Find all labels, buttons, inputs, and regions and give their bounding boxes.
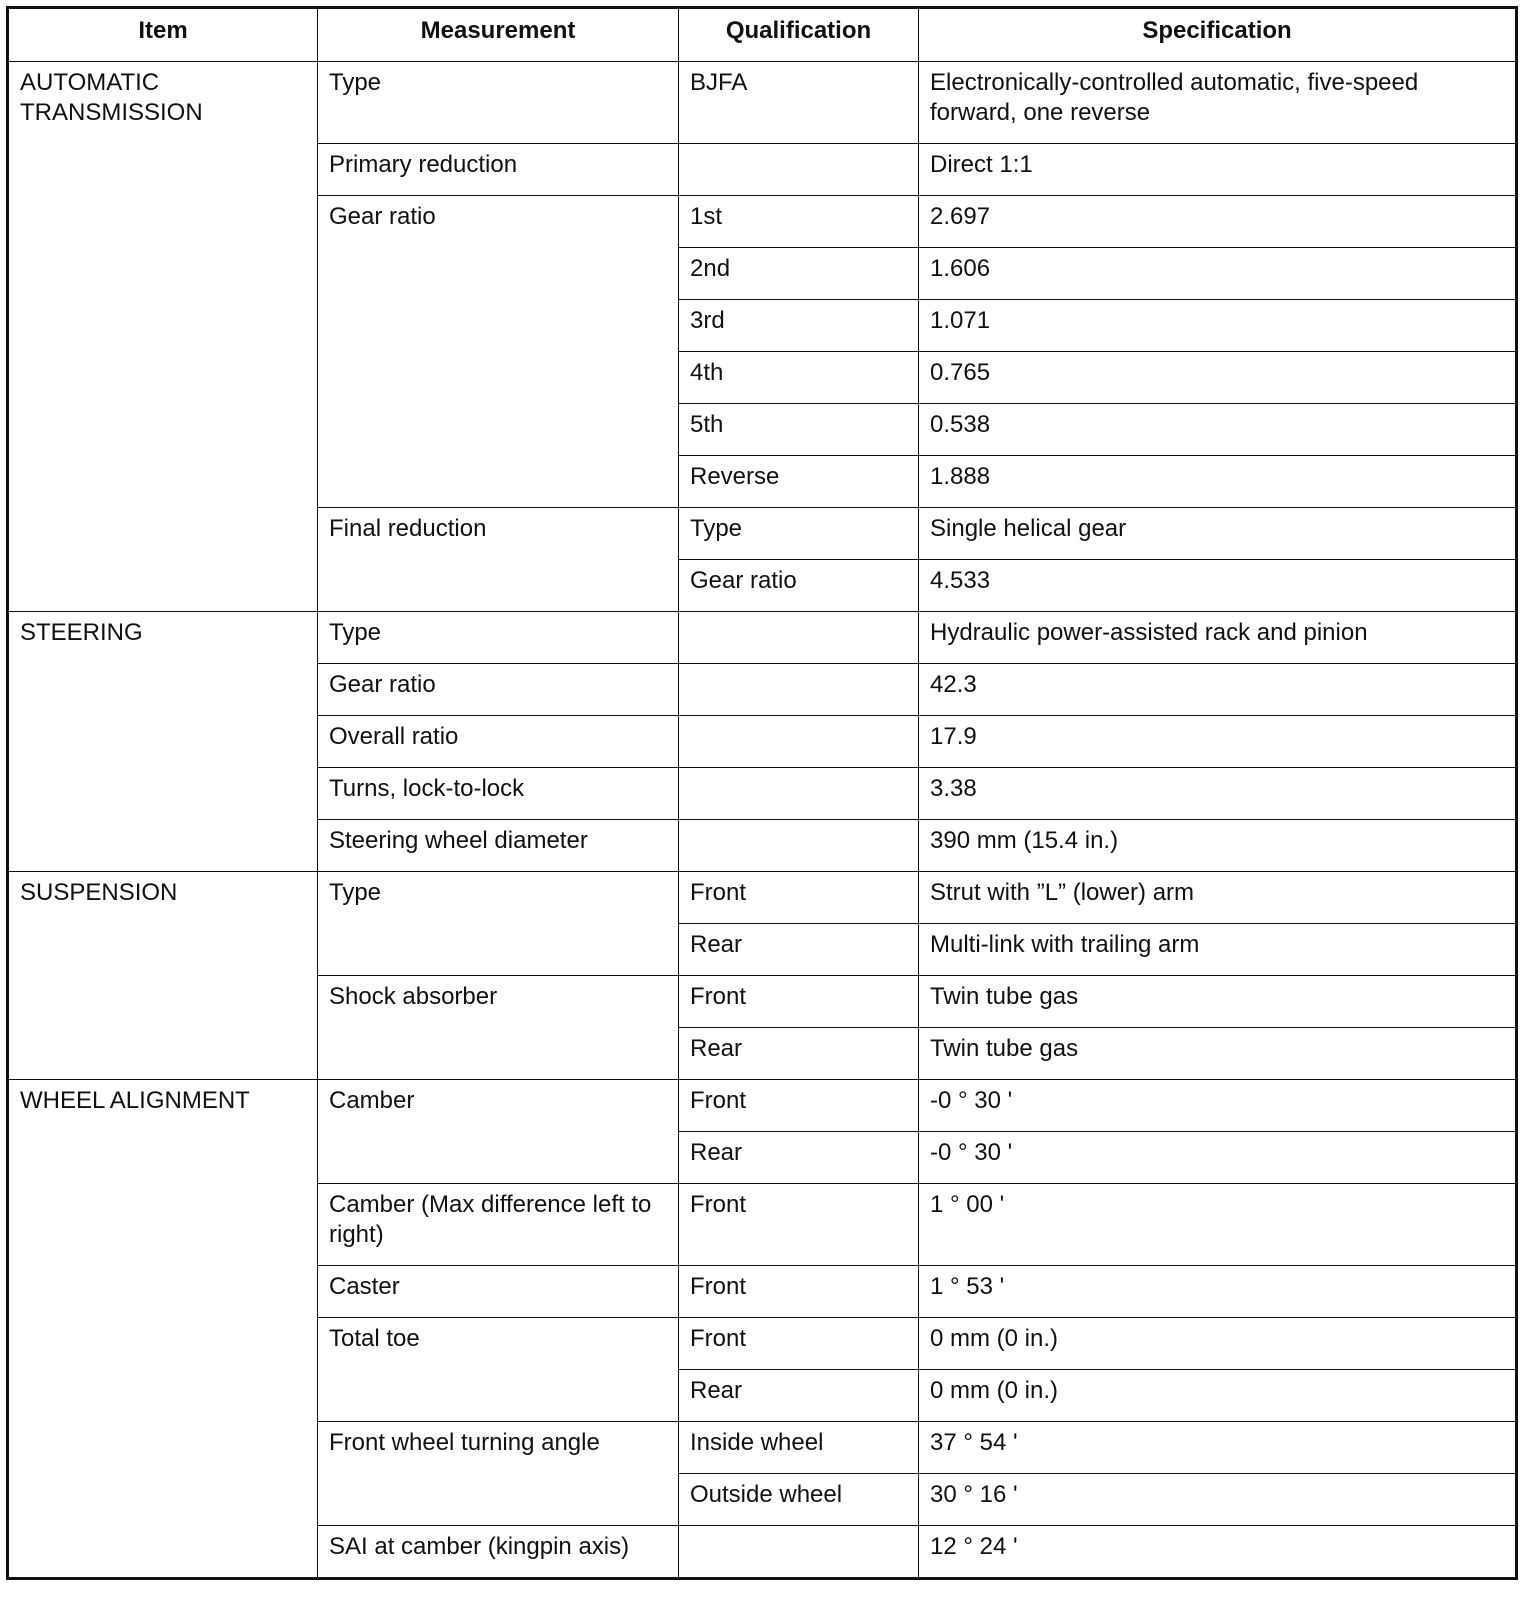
measurement-cell: Front wheel turning angle — [318, 1422, 679, 1526]
qualification-cell — [679, 612, 919, 664]
measurement-cell: Camber — [318, 1080, 679, 1184]
header-qualification: Qualification — [679, 8, 919, 62]
specification-cell: 12 ° 24 ' — [919, 1526, 1517, 1579]
qualification-cell: Reverse — [679, 456, 919, 508]
specification-cell: 1 ° 00 ' — [919, 1184, 1517, 1266]
specification-cell: 390 mm (15.4 in.) — [919, 820, 1517, 872]
qualification-cell — [679, 716, 919, 768]
measurement-cell: Type — [318, 612, 679, 664]
qualification-cell — [679, 1526, 919, 1579]
qualification-cell: Outside wheel — [679, 1474, 919, 1526]
measurement-cell: Camber (Max difference left to right) — [318, 1184, 679, 1266]
header-item: Item — [8, 8, 318, 62]
qualification-cell: Rear — [679, 924, 919, 976]
specification-cell: 1.071 — [919, 300, 1517, 352]
qualification-cell — [679, 820, 919, 872]
qualification-cell: 5th — [679, 404, 919, 456]
qualification-cell: 1st — [679, 196, 919, 248]
qualification-cell: Front — [679, 1080, 919, 1132]
specification-cell: 2.697 — [919, 196, 1517, 248]
measurement-cell: Turns, lock-to-lock — [318, 768, 679, 820]
measurement-cell: Gear ratio — [318, 664, 679, 716]
measurement-cell: Total toe — [318, 1318, 679, 1422]
spec-sheet — [6, 6, 1515, 1616]
specification-cell: 1 ° 53 ' — [919, 1266, 1517, 1318]
qualification-cell: 2nd — [679, 248, 919, 300]
specification-cell: 17.9 — [919, 716, 1517, 768]
specification-cell: Twin tube gas — [919, 976, 1517, 1028]
measurement-cell: Type — [318, 62, 679, 144]
qualification-cell: 3rd — [679, 300, 919, 352]
measurement-cell: Gear ratio — [318, 196, 679, 508]
table-row — [8, 872, 1517, 924]
specification-cell: Electronically-controlled automatic, five-speed forward, one reverse — [919, 62, 1517, 144]
qualification-cell: Rear — [679, 1132, 919, 1184]
item-automatic-transmission: AUTOMATIC TRANSMISSION — [8, 62, 318, 612]
item-wheel-alignment: WHEEL ALIGNMENT — [8, 1080, 318, 1579]
specification-cell: 1.606 — [919, 248, 1517, 300]
specification-cell: 30 ° 16 ' — [919, 1474, 1517, 1526]
item-steering: STEERING — [8, 612, 318, 872]
measurement-cell: Final reduction — [318, 508, 679, 612]
specification-cell: 0 mm (0 in.) — [919, 1370, 1517, 1422]
measurement-cell: Overall ratio — [318, 716, 679, 768]
table-row — [8, 1080, 1517, 1132]
qualification-cell: Rear — [679, 1028, 919, 1080]
qualification-cell: 4th — [679, 352, 919, 404]
table-row — [8, 62, 1517, 144]
measurement-cell: Primary reduction — [318, 144, 679, 196]
specification-cell: Hydraulic power-assisted rack and pinion — [919, 612, 1517, 664]
specification-cell: Multi-link with trailing arm — [919, 924, 1517, 976]
header-row — [8, 8, 1517, 62]
specification-cell: Direct 1:1 — [919, 144, 1517, 196]
measurement-cell: Steering wheel diameter — [318, 820, 679, 872]
specification-cell: -0 ° 30 ' — [919, 1132, 1517, 1184]
qualification-cell: Front — [679, 1266, 919, 1318]
qualification-cell: Front — [679, 872, 919, 924]
qualification-cell: Rear — [679, 1370, 919, 1422]
specification-cell: Strut with ”L” (lower) arm — [919, 872, 1517, 924]
qualification-cell: Gear ratio — [679, 560, 919, 612]
measurement-cell: Shock absorber — [318, 976, 679, 1080]
qualification-cell — [679, 664, 919, 716]
specification-cell: 4.533 — [919, 560, 1517, 612]
qualification-cell: Inside wheel — [679, 1422, 919, 1474]
qualification-cell: Front — [679, 1318, 919, 1370]
measurement-cell: SAI at camber (kingpin axis) — [318, 1526, 679, 1579]
qualification-cell: Front — [679, 1184, 919, 1266]
table-row — [8, 612, 1517, 664]
specification-cell: Single helical gear — [919, 508, 1517, 560]
specification-cell: Twin tube gas — [919, 1028, 1517, 1080]
specification-cell: 37 ° 54 ' — [919, 1422, 1517, 1474]
qualification-cell: Type — [679, 508, 919, 560]
qualification-cell — [679, 144, 919, 196]
qualification-cell — [679, 768, 919, 820]
qualification-cell: Front — [679, 976, 919, 1028]
specification-cell: 0.765 — [919, 352, 1517, 404]
header-measurement: Measurement — [318, 8, 679, 62]
qualification-cell: BJFA — [679, 62, 919, 144]
specification-cell: 3.38 — [919, 768, 1517, 820]
specification-cell: 0 mm (0 in.) — [919, 1318, 1517, 1370]
header-specification: Specification — [919, 8, 1517, 62]
specification-cell: 1.888 — [919, 456, 1517, 508]
measurement-cell: Caster — [318, 1266, 679, 1318]
specification-cell: -0 ° 30 ' — [919, 1080, 1517, 1132]
specification-table — [6, 6, 1518, 1580]
specification-cell: 0.538 — [919, 404, 1517, 456]
item-suspension: SUSPENSION — [8, 872, 318, 1080]
measurement-cell: Type — [318, 872, 679, 976]
specification-cell: 42.3 — [919, 664, 1517, 716]
